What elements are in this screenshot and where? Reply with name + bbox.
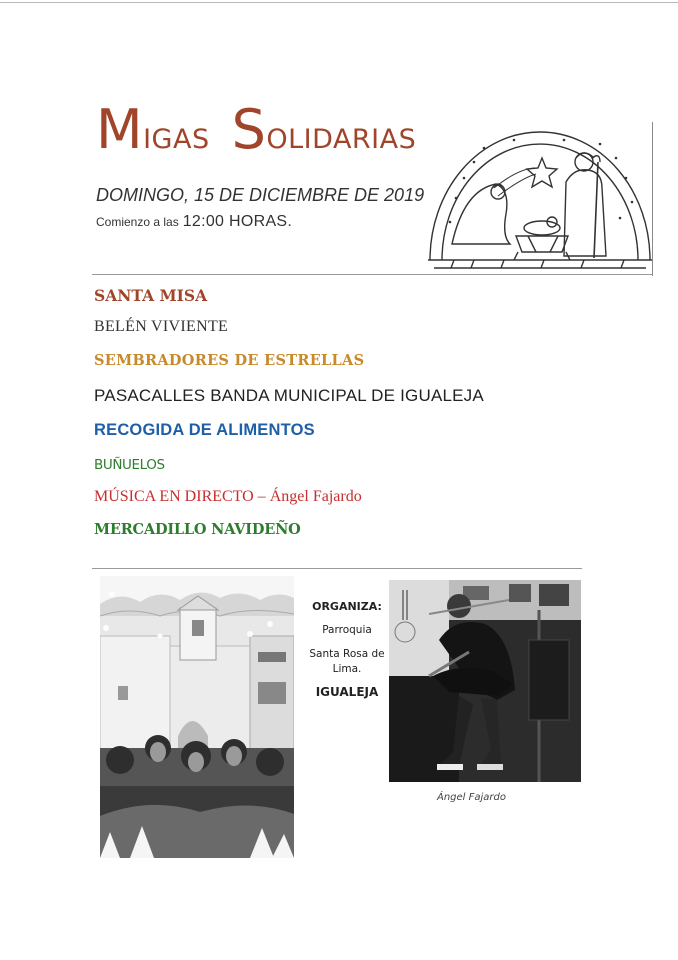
organizer-line-1: Parroquia bbox=[322, 624, 372, 636]
village-crowd-photo bbox=[100, 576, 294, 858]
nativity-drawing bbox=[424, 118, 656, 276]
program-item-pasacalles: PASACALLES BANDA MUNICIPAL DE IGUALEJA bbox=[94, 386, 484, 405]
program-item-belen-viviente: BELÉN VIVIENTE bbox=[94, 318, 229, 335]
title-rest-1: IGAS bbox=[143, 124, 210, 155]
organizer-line-2: Santa Rosa de Lima. bbox=[309, 648, 385, 675]
title-initial-1: M bbox=[96, 98, 144, 161]
program-item-sembradores: SEMBRADORES DE ESTRELLAS bbox=[94, 352, 365, 369]
start-time: 12:00 HORAS. bbox=[182, 213, 293, 230]
divider-bottom bbox=[92, 568, 582, 569]
program-item-bunuelos: BUÑUELOS bbox=[94, 457, 165, 473]
photo-caption: Ángel Fajardo bbox=[437, 792, 506, 803]
program-item-santa-misa: SANTA MISA bbox=[94, 286, 208, 305]
event-date: DOMINGO, 15 DE DICIEMBRE DE 2019 bbox=[96, 185, 425, 205]
organizer-heading: ORGANIZA: bbox=[312, 600, 382, 613]
page-title bbox=[96, 98, 416, 161]
start-time-line bbox=[96, 213, 292, 231]
illustration-border bbox=[652, 122, 653, 276]
program-item-musica: MÚSICA EN DIRECTO – Ángel Fajardo bbox=[94, 488, 362, 505]
title-rest-2: OLIDARIAS bbox=[266, 124, 417, 155]
top-border bbox=[0, 2, 678, 3]
organizer-block bbox=[307, 600, 387, 699]
start-prefix: Comienzo a las bbox=[96, 215, 179, 229]
divider-top bbox=[92, 274, 652, 275]
guitarist-photo bbox=[389, 580, 581, 782]
organizer-city: IGUALEJA bbox=[315, 685, 379, 699]
title-initial-2: S bbox=[231, 98, 267, 161]
program-item-recogida: RECOGIDA DE ALIMENTOS bbox=[94, 421, 315, 439]
program-item-mercadillo: MERCADILLO NAVIDEÑO bbox=[94, 521, 301, 538]
